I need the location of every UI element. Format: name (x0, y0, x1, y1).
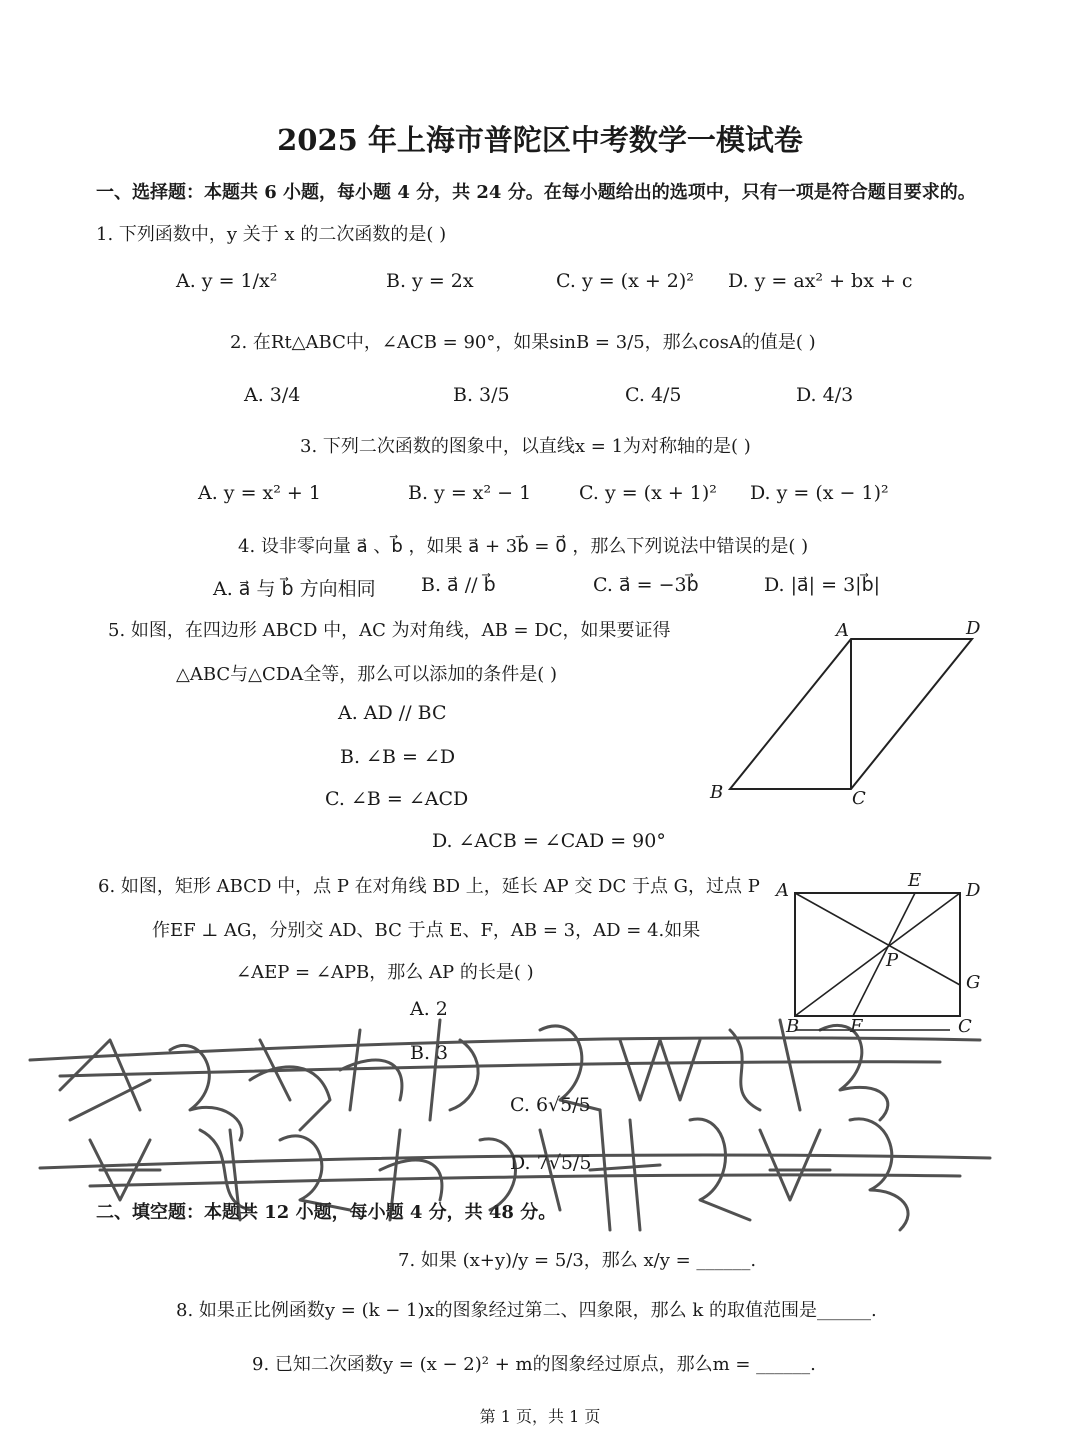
q6-label-e: E (908, 870, 922, 891)
question-1-option-b: B. y = 2x (386, 270, 474, 292)
q6-label-d: D (966, 880, 981, 901)
scribble-char-8 (730, 1020, 800, 1110)
q6-label-p: P (886, 950, 899, 971)
question-5-stem-line2: △ABC与△CDA全等，那么可以添加的条件是( ) (176, 664, 557, 685)
question-2-option-c: C. 4/5 (625, 384, 682, 406)
question-4-option-b: B. a⃗ // b⃗ (421, 574, 496, 596)
page-footer: 第 1 页，共 1 页 (479, 1407, 601, 1426)
question-6-option-c: C. 6√5/5 (510, 1094, 591, 1116)
question-1-option-c: C. y = (x + 2)² (556, 270, 694, 292)
question-5-option-b: B. ∠B = ∠D (340, 746, 456, 768)
q6-label-a: A (776, 880, 789, 901)
q6-label-b: B (786, 1016, 800, 1037)
question-1-stem: 1. 下列函数中，y 关于 x 的二次函数的是( ) (96, 224, 447, 245)
question-5-option-c: C. ∠B = ∠ACD (325, 788, 469, 810)
question-4-option-d: D. |a⃗| = 3|b⃗| (764, 574, 881, 596)
question-5-option-d: D. ∠ACB = ∠CAD = 90° (432, 830, 666, 852)
q5-label-a: A (836, 620, 849, 641)
question-8: 8. 如果正比例函数y = (k − 1)x的图象经过第二、四象限，那么 k 的取值范围是______. (176, 1300, 877, 1321)
question-1-option-d: D. y = ax² + bx + c (728, 270, 913, 292)
q5-label-c: C (852, 788, 866, 809)
scribble-char-17 (760, 1130, 830, 1200)
scribble-char-10 (90, 1140, 160, 1200)
scribble-char-2 (170, 1045, 242, 1140)
section-one-heading: 一、选择题：本题共 6 小题，每小题 4 分，共 24 分。在每小题给出的选项中，只有一项是符合题目要求的。 (96, 182, 976, 203)
question-3-stem: 3. 下列二次函数的图象中，以直线x = 1为对称轴的是( ) (300, 436, 751, 457)
question-5-stem-line1: 5. 如图，在四边形 ABCD 中，AC 为对角线，AB = DC，如果要证得 (108, 620, 671, 641)
question-6-stem-line2: 作EF ⊥ AG，分别交 AD、BC 于点 E、F，AB = 3，AD = 4.如果 (152, 920, 701, 941)
question-9: 9. 已知二次函数y = (x − 2)² + m的图象经过原点，那么m = ______. (252, 1354, 816, 1375)
q6-label-f: F (850, 1016, 863, 1037)
question-6-stem-line1: 6. 如图，矩形 ABCD 中，点 P 在对角线 BD 上，延长 AP 交 DC 于点 G，过点 P (98, 876, 760, 897)
question-3-option-d: D. y = (x − 1)² (750, 482, 889, 504)
q5-label-b: B (710, 782, 724, 803)
scribble-char-1 (60, 1040, 150, 1120)
scribble-char-13 (380, 1130, 442, 1220)
question-2-option-b: B. 3/5 (453, 384, 510, 406)
q5-label-d: D (966, 618, 981, 639)
question-6-option-b: B. 3 (410, 1042, 449, 1064)
q6-label-g: G (966, 972, 981, 993)
question-2-stem: 2. 在Rt△ABC中，∠ACB = 90°，如果sinB = 3/5，那么cosA的值是( ) (230, 332, 816, 353)
question-3-option-a: A. y = x² + 1 (198, 482, 321, 504)
question-4-option-a: A. a⃗ 与 b⃗ 方向相同 (213, 578, 376, 600)
question-3-option-c: C. y = (x + 1)² (579, 482, 717, 504)
scribble-char-16 (690, 1119, 750, 1220)
scribble-line-4 (90, 1175, 960, 1186)
question-4-stem: 4. 设非零向量 a⃗ 、b⃗ ，如果 a⃗ + 3b⃗ = 0⃗ ，那么下列说法中错误的是( ) (238, 536, 809, 557)
scribble-char-14 (480, 1130, 560, 1210)
scribble-char-15 (590, 1110, 660, 1230)
question-6-option-a: A. 2 (410, 998, 448, 1020)
scribble-char-11 (200, 1130, 250, 1220)
question-1-option-a: A. y = 1/x² (176, 270, 278, 292)
section-two-heading: 二、填空题：本题共 12 小题，每小题 4 分，共 48 分。 (96, 1202, 557, 1223)
scribble-char-7 (620, 1040, 700, 1100)
question-6-stem-line3: ∠AEP = ∠APB，那么 AP 的长是( ) (236, 962, 534, 983)
question-2-option-d: D. 4/3 (796, 384, 854, 406)
question-2-option-a: A. 3/4 (244, 384, 301, 406)
exam-title: 2025 年上海市普陀区中考数学一模试卷 (277, 123, 803, 157)
q6-label-c: C (958, 1016, 972, 1037)
question-6-option-d: D. 7√5/5 (510, 1152, 592, 1174)
question-5-option-a: A. AD // BC (338, 702, 447, 724)
question-7: 7. 如果 (x+y)/y = 5/3，那么 x/y = ______. (398, 1250, 757, 1271)
scribble-char-5 (430, 1020, 478, 1120)
scribble-char-3 (250, 1040, 330, 1130)
question-3-option-b: B. y = x² − 1 (408, 482, 532, 504)
scribble-line-2 (60, 1062, 940, 1076)
scribble-char-12 (280, 1136, 350, 1210)
question-4-option-c: C. a⃗ = −3b⃗ (593, 574, 699, 596)
